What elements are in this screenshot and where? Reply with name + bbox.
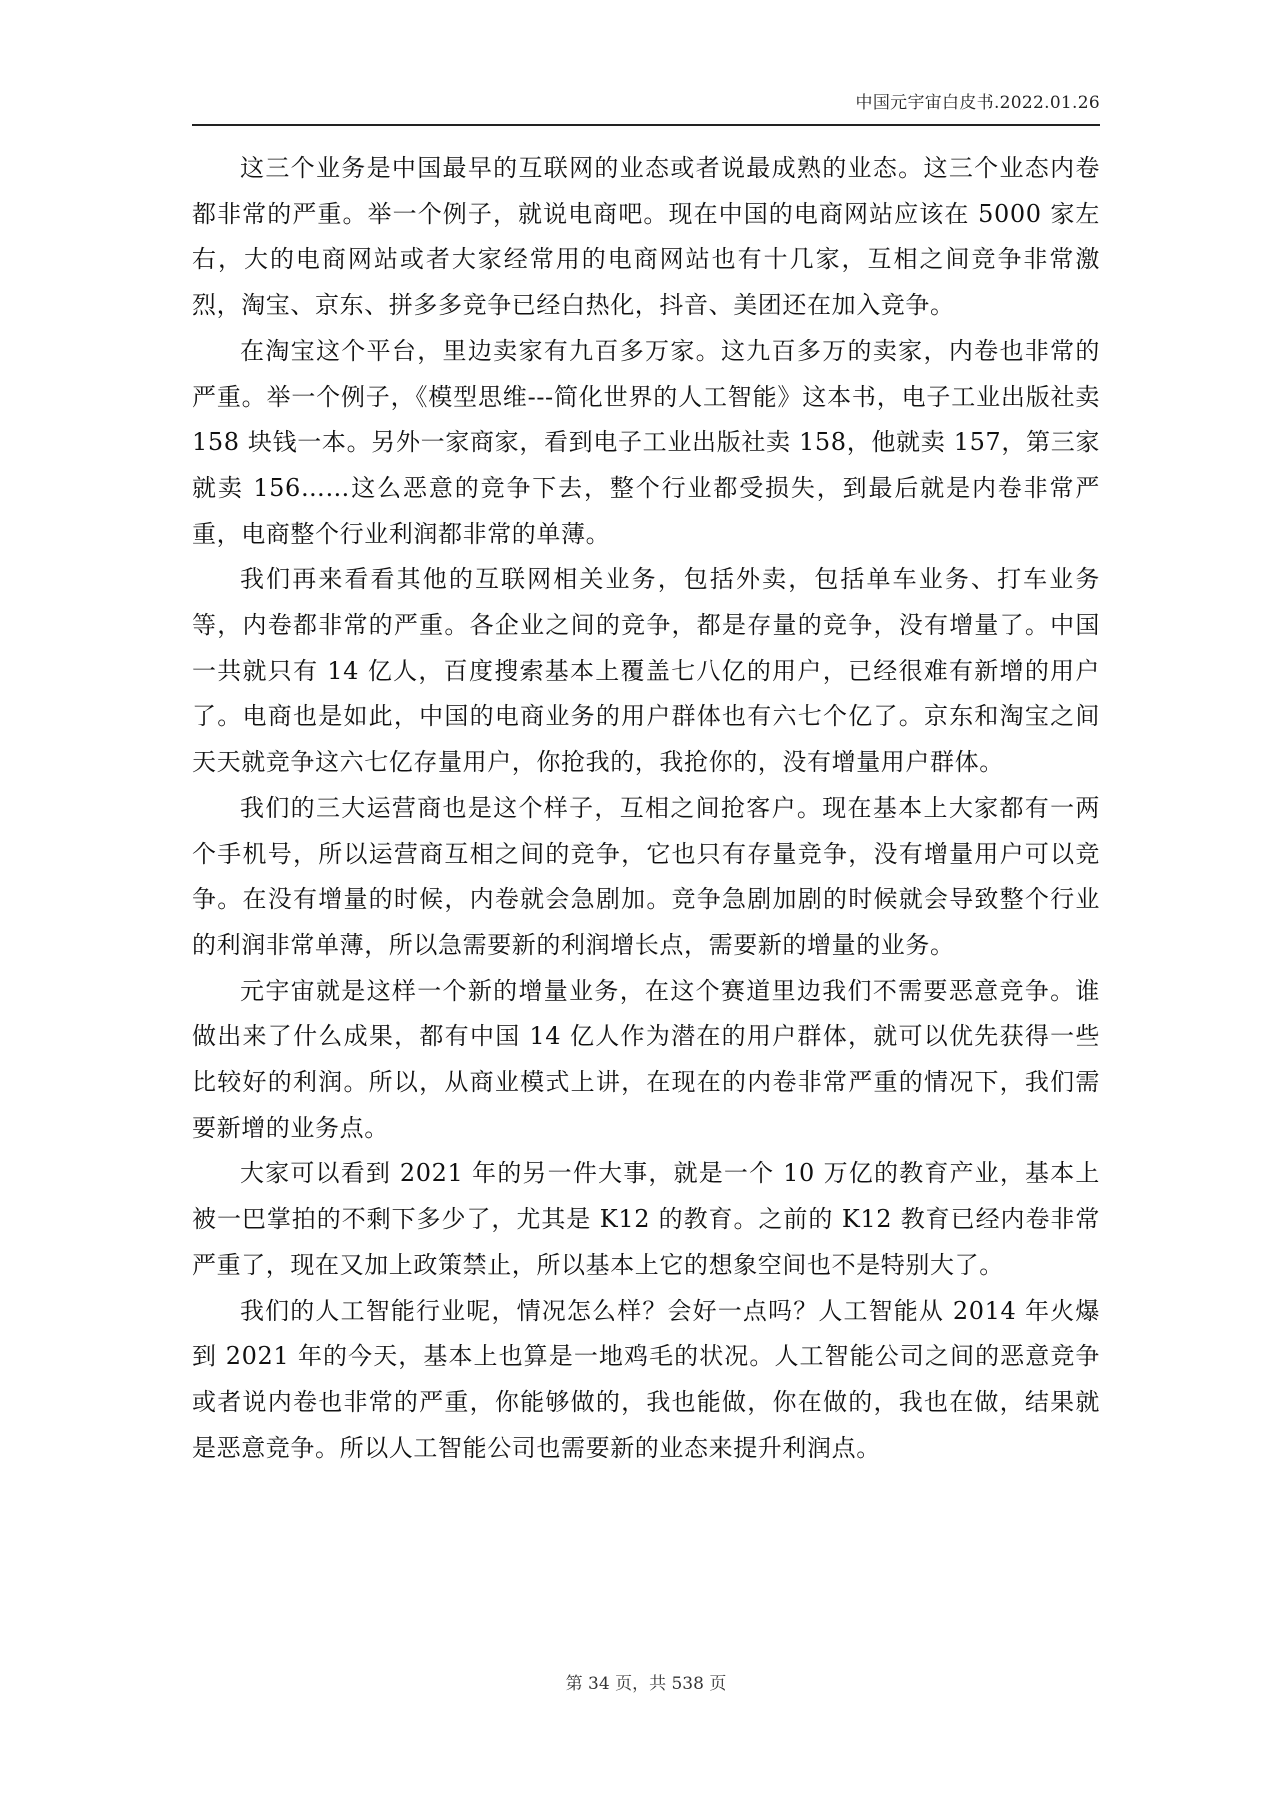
header-divider (192, 124, 1100, 126)
page-header: 中国元宇宙白皮书.2022.01.26 (855, 93, 1100, 113)
paragraph-7: 我们的人工智能行业呢，情况怎么样？会好一点吗？人工智能从 2014 年火爆到 2021 年的今天，基本上也算是一地鸡毛的状况。人工智能公司之间的恶意竞争或者说内卷也非常的严重，你能够做的，我也能做，你在做的，我也在做，结果就是恶意竞争。所以人工智能公司也需要新的业态来提升利润点。 (192, 1296, 1100, 1462)
paragraph-6: 大家可以看到 2021 年的另一件大事，就是一个 10 万亿的教育产业，基本上被一巴掌拍的不剩下多少了，尤其是 K12 的教育。之前的 K12 教育已经内卷非常严重了，现在又加上政策禁止，所以基本上它的想象空间也不是特别大了。 (192, 1159, 1100, 1279)
page-number-footer: 第 34 页，共 538 页 (565, 1674, 727, 1694)
paragraph-2: 在淘宝这个平台，里边卖家有九百多万家。这九百多万的卖家，内卷也非常的严重。举一个例子，《模型思维---简化世界的人工智能》这本书，电子工业出版社卖 158 块钱一本。另外一家商家，看到电子工业出版社卖 158，他就卖 157，第三家就卖 156……这么恶意的竞争下去，整个行业都受损失，到最后就是内卷非常严重，电商整个行业利润都非常的单薄。 (192, 336, 1100, 548)
paragraph-3: 我们再来看看其他的互联网相关业务，包括外卖，包括单车业务、打车业务等，内卷都非常的严重。各企业之间的竞争，都是存量的竞争，没有增量了。中国一共就只有 14 亿人，百度搜索基本上覆盖七八亿的用户，已经很难有新增的用户了。电商也是如此，中国的电商业务的用户群体也有六七个亿了。京东和淘宝之间天天就竞争这六七亿存量用户，你抢我的，我抢你的，没有增量用户群体。 (192, 565, 1100, 777)
document-body (192, 146, 1100, 1471)
paragraph-4: 我们的三大运营商也是这个样子，互相之间抢客户。现在基本上大家都有一两个手机号，所以运营商互相之间的竞争，它也只有存量竞争，没有增量用户可以竞争。在没有增量的时候，内卷就会急剧加。竞争急剧加剧的时候就会导致整个行业的利润非常单薄，所以急需要新的利润增长点，需要新的增量的业务。 (192, 793, 1100, 959)
paragraph-5: 元宇宙就是这样一个新的增量业务，在这个赛道里边我们不需要恶意竞争。谁做出来了什么成果，都有中国 14 亿人作为潜在的用户群体，就可以优先获得一些比较好的利润。所以，从商业模式上讲，在现在的内卷非常严重的情况下，我们需要新增的业务点。 (192, 976, 1100, 1142)
paragraph-1: 这三个业务是中国最早的互联网的业态或者说最成熟的业态。这三个业态内卷都非常的严重。举一个例子，就说电商吧。现在中国的电商网站应该在 5000 家左右，大的电商网站或者大家经常用的电商网站也有十几家，互相之间竞争非常激烈，淘宝、京东、拼多多竞争已经白热化，抖音、美团还在加入竞争。 (192, 154, 1100, 320)
